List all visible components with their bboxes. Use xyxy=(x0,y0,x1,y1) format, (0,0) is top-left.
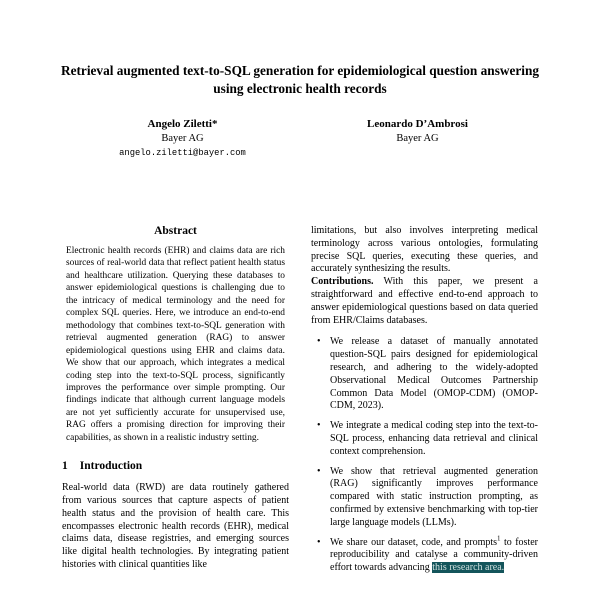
contributions-paragraph xyxy=(311,276,538,327)
right-column xyxy=(311,225,538,582)
author-block xyxy=(0,117,600,160)
introduction-paragraph: Real-world data (RWD) are data routinely gathered from various sources that capture aspects of patient health status and the provision of health care. This encompasses electronic health records (EHR), medical claims data, disease registries, and emerging sources like digital health technologies. By integrating patient histories with clinical quantities like xyxy=(62,482,289,571)
bullet-text: We integrate a medical coding step into the text-to-SQL process, enhancing data retrieval and clinical context comprehension. xyxy=(330,420,538,457)
abstract-text: Electronic health records (EHR) and claims data are rich sources of real-world data that reflect patient health status and healthcare utilization. Querying these databases to answer epidemiological questions is challenging due to the intricacy of medical terminology and the need for complex SQL queries. Here, we introduce an end-to-end methodology that combines text-to-SQL generation with retrieval augmented generation (RAG) to answer epidemiological questions using EHR and claims data. We show that our approach, which integrates a medical coding step into the text-to-SQL process, significantly improves the performance over simple prompting. Our findings indicate that although current language models are not yet sufficiently accurate for unsupervised use, RAG offers a promising direction for improving their capabilities, as shown in a realistic industry setting. xyxy=(66,246,285,443)
author-affiliation: Bayer AG xyxy=(161,133,204,145)
abstract-heading: Abstract xyxy=(154,225,197,237)
list-item xyxy=(317,534,538,575)
bullet-text: We release a dataset of manually annotated question-SQL pairs designed for epidemiological research, and adhering to the widely-adopted Observational Medical Outcomes Partnership Common Data Model (OMOP-CDM) (OMOP-CDM, 2023). xyxy=(330,336,538,412)
list-item xyxy=(317,466,538,530)
left-column xyxy=(62,225,289,572)
paper-title: Retrieval augmented text-to-SQL generation for epidemiological question answering using electronic health records xyxy=(60,63,540,96)
bullet-text: We show that retrieval augmented generation (RAG) significantly improves performance compared with static instruction prompting, as confirmed by extensive benchmarking with top-tier large language models (LLMs). xyxy=(330,465,538,528)
footnote-marker[interactable]: 1 xyxy=(497,534,501,543)
bullet-text: to foster reproducibility and catalyse a community-driven effort towards advancing xyxy=(330,536,538,574)
continuation-paragraph: limitations, but also involves interpreting medical terminology across various ontologies, formulating precise SQL queries, executing these queries, and accurately synthesizing the results. xyxy=(311,225,538,275)
author-affiliation: Bayer AG xyxy=(396,133,439,145)
contributions-list xyxy=(311,336,538,575)
section-heading-introduction xyxy=(62,460,289,472)
section-title: Introduction xyxy=(79,460,143,473)
author-second xyxy=(300,117,535,160)
highlighted-text: this research area. xyxy=(432,562,505,574)
bullet-text: We share our dataset, code, and prompts xyxy=(330,536,498,548)
list-item xyxy=(317,336,538,413)
contributions-label: Contributions. xyxy=(311,276,374,288)
contributions-text: With this paper, we present a straightforward and effective end-to-end approach to answer epidemiological questions based on data queried from EHR/Claims databases. xyxy=(311,276,538,326)
author-name: Leonardo D’Ambrosi xyxy=(367,118,468,130)
author-first xyxy=(65,117,300,160)
author-name: Angelo Ziletti* xyxy=(147,118,218,130)
author-email: angelo.ziletti@bayer.com xyxy=(119,148,246,159)
list-item xyxy=(317,420,538,458)
section-number: 1 xyxy=(62,460,68,473)
